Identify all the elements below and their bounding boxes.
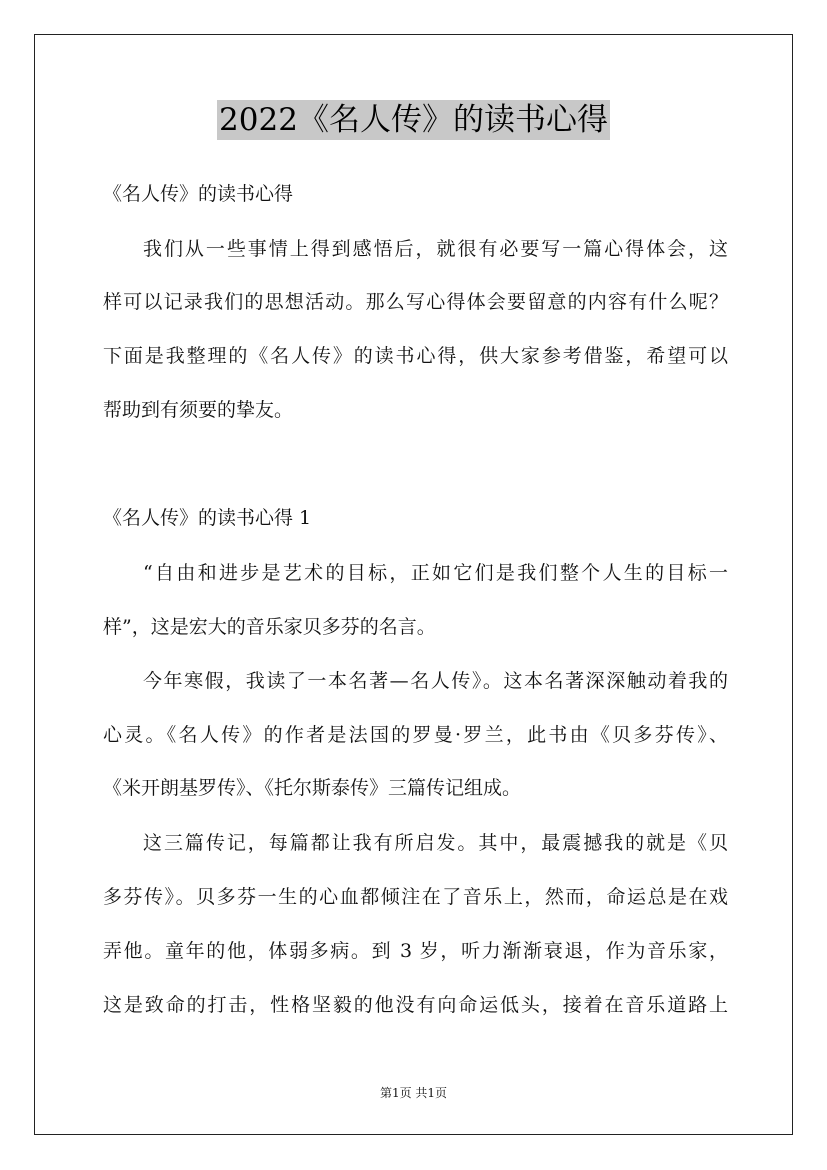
paragraph-line: 这三篇传记，每篇都让我有所启发。其中，最震撼我的就是《贝 [143,832,728,854]
paragraph-line: 样”，这是宏大的音乐家贝多芬的名言。 [103,616,436,638]
paragraph-line: 多芬传》。贝多芬一生的心血都倾注在了音乐上，然而，命运总是在戏 [103,886,728,908]
paragraph-line: 今年寒假，我读了一本名著—名人传》。这本名著深深触动着我的 [143,670,728,692]
paragraph-line: 样可以记录我们的思想活动。那么写心得体会要留意的内容有什么呢？ [103,291,728,313]
paragraph-line: 下面是我整理的《名人传》的读书心得，供大家参考借鉴，希望可以 [103,345,728,367]
title-container [0,100,827,140]
document-subtitle: 《名人传》的读书心得 [103,183,294,205]
paragraph-line: 这是致命的打击，性格坚毅的他没有向命运低头，接着在音乐道路上 [103,994,728,1016]
paragraph-line: 帮助到有须要的挚友。 [103,399,294,421]
section-heading: 《名人传》的读书心得 1 [103,507,312,529]
document-title: 2022《名人传》的读书心得 [219,102,608,138]
paragraph-line: “自由和进步是艺术的目标，正如它们是我们整个人生的目标一 [143,562,728,584]
paragraph-line: 《米开朗基罗传》、《托尔斯泰传》三篇传记组成。 [103,777,522,799]
paragraph-line: 弄他。童年的他，体弱多病。到 3 岁，听力渐渐衰退，作为音乐家， [103,940,728,962]
paragraph-line: 我们从一些事情上得到感悟后，就很有必要写一篇心得体会，这 [143,238,728,260]
page-number-footer: 第1页 共1页 [379,1086,448,1100]
paragraph-line: 心灵。《名人传》的作者是法国的罗曼·罗兰，此书由《贝多芬传》、 [103,724,728,746]
